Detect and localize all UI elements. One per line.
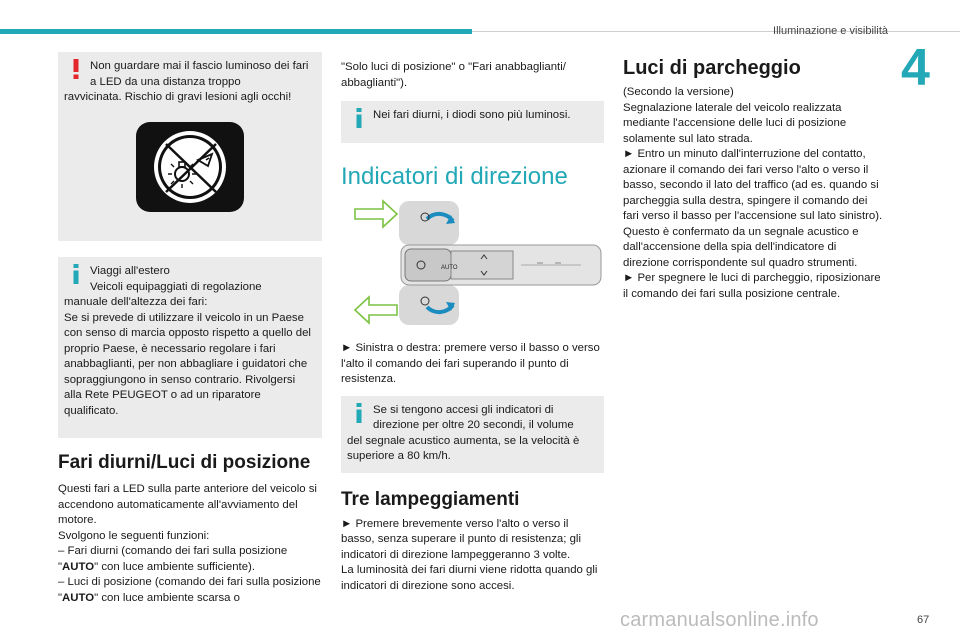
info-icon — [352, 402, 366, 424]
drl-item-2: – Luci di posizione (comando dei fari sulla posizione "AUTO" con luce ambiente scarsa o — [58, 576, 321, 604]
drl-functions: Svolgono le seguenti funzioni: — [58, 529, 210, 542]
header-accent-bar — [0, 29, 472, 34]
info-indicators-text: del segnale acustico aumenta, se la velocità è superiore a 80 km/h. — [347, 434, 580, 462]
led-eye-danger-icon — [136, 122, 244, 212]
parking-confirmation: Questo è confermato da un segnale acustico e dall'accensione della spia dell'indicatore di direzione corrispondente sul quadro strumenti. — [623, 225, 859, 269]
parking-version: (Secondo la versione) — [623, 86, 734, 98]
section-heading-three-flashes: Tre lampeggiamenti — [341, 488, 520, 510]
running-header: Illuminazione e visibilità — [773, 25, 888, 37]
drl-item-1: – Fari diurni (comando dei fari sulla posizione "AUTO" con luce ambiente sufficiente). — [58, 545, 288, 573]
info-icon — [69, 263, 83, 285]
info-box-drl — [341, 101, 604, 143]
three-flashes-note: La luminosità dei fari diurni viene ridotta quando gli indicatori di direzione sono accesi. — [341, 564, 598, 592]
column-right — [623, 52, 885, 302]
info-text-first: Veicoli equipaggiati di regolazione — [90, 280, 262, 293]
indicators-instruction: ► Sinistra o destra: premere verso il basso o verso l'alto il comando dei fari superando il punto di resistenza. — [341, 342, 600, 385]
info-text-body: Se si prevede di utilizzare il veicolo in un Paese con senso di marcia opposto rispetto a quello del proprio Paese, è necessario regolare i fari anabbaglianti, per non abbagliare i guidatori che sopraggiungono in senso contrario. Rivolgersi alla Rete PEUGEOT o ad un riparatore qualificato. — [64, 311, 311, 417]
watermark: carmanualsonline.info — [620, 609, 819, 631]
indicator-stalk-illustration — [341, 197, 604, 329]
parking-description: Segnalazione laterale del veicolo realizzata mediante l'accensione delle luci di posizione solamente sul lato strada. — [623, 101, 847, 145]
right-arrow-icon — [355, 201, 397, 227]
info-icon — [352, 107, 366, 129]
warning-exclamation-icon — [69, 58, 83, 80]
info-text-second: manuale dell'altezza dei fari: — [64, 296, 208, 308]
info-title: Viaggi all'estero — [90, 265, 170, 277]
column-middle — [341, 52, 604, 594]
section-heading-parking: Luci di parcheggio — [623, 57, 801, 79]
chapter-number: 4 — [901, 39, 930, 97]
warning-box — [58, 52, 322, 241]
drl-continuation: "Solo luci di posizione" o "Fari anabbaglianti/ abbaglianti"). — [341, 61, 566, 89]
three-flashes-instruction: ► Premere brevemente verso l'alto o verso il basso, senza superare il punto di resistenza; gli indicatori di direzione lampeggeranno 3 volte. — [341, 517, 581, 561]
warning-text-first: Non guardare mai il fascio luminoso dei fari a LED da una distanza troppo — [90, 60, 309, 88]
info-box-indicators — [341, 396, 604, 473]
auto-label: AUTO — [441, 265, 458, 271]
info-box-abroad — [58, 257, 322, 438]
parking-activation: ► Entro un minuto dall'interruzione del contatto, azionare il comando dei fari verso l'alto o verso il basso, secondo il lato del traffico (ad es. quando si parcheggia sulla destra, spingere il comando dei fari verso il basso per l'accensione sul lato sinistro). — [623, 148, 883, 222]
page-number: 67 — [917, 614, 930, 626]
info-drl-text: Nei fari diurni, i diodi sono più luminosi. — [373, 109, 571, 121]
section-heading-drl: Fari diurni/Luci di posizione — [58, 452, 311, 473]
column-left — [58, 52, 322, 606]
drl-intro: Questi fari a LED sulla parte anteriore del veicolo si accendono automaticamente all'avviamento del motore. — [58, 483, 317, 526]
info-indicators-first: Se si tengono accesi gli indicatori di direzione per oltre 20 secondi, il volume — [373, 403, 574, 431]
section-heading-indicators: Indicatori di direzione — [341, 163, 568, 190]
left-arrow-icon — [355, 297, 397, 323]
parking-off: ► Per spegnere le luci di parcheggio, riposizionare il comando dei fari sulla posizione centrale. — [623, 272, 881, 300]
warning-text: ravvicinata. Rischio di gravi lesioni agli occhi! — [64, 91, 292, 103]
